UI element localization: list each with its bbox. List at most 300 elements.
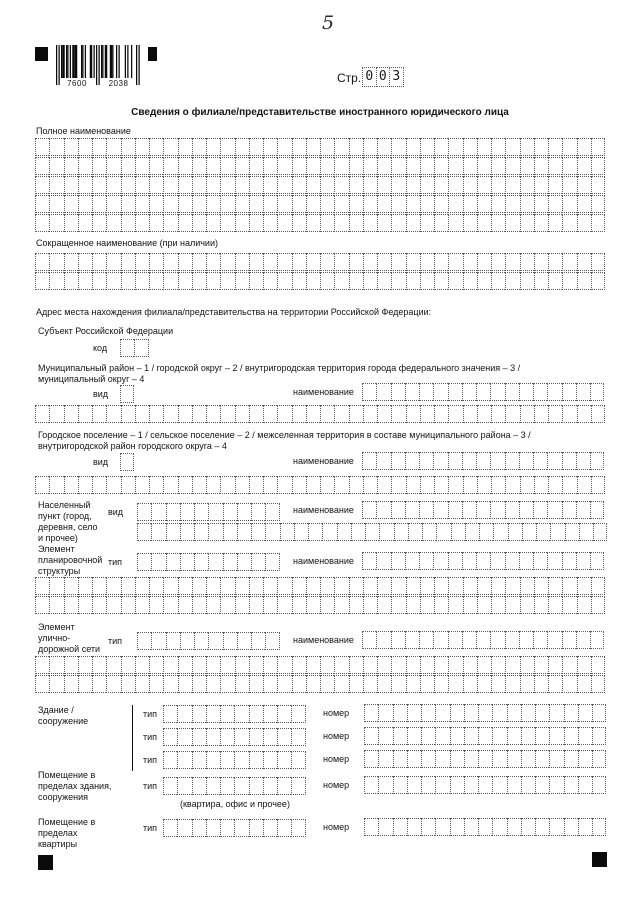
barcode-bar: [56, 45, 57, 85]
entry-cell: [562, 214, 576, 232]
entry-cell: [592, 727, 606, 745]
entry-cell: [407, 818, 421, 836]
barcode-bar: [90, 45, 91, 78]
settlement-name-continuation: [35, 476, 605, 494]
entry-cell: [106, 577, 120, 595]
entry-cell: [121, 138, 135, 156]
barcode-bar: [131, 45, 132, 78]
entry-cell: [49, 675, 63, 693]
entry-cell: [548, 157, 562, 175]
entry-cell: [564, 727, 578, 745]
cell-row: [35, 272, 605, 290]
premises-in-apartment-number-cells: [364, 818, 606, 836]
entry-cell: [237, 632, 251, 650]
entry-cell: [434, 405, 448, 423]
building-type-label: тип: [143, 755, 158, 765]
entry-cell: [277, 405, 291, 423]
entry-cell: [576, 383, 590, 401]
entry-cell: [547, 552, 561, 570]
entry-cell: [379, 523, 393, 541]
entry-cell: [120, 339, 134, 357]
page-digit-cell: 0: [362, 67, 377, 87]
entry-cell: [478, 750, 492, 768]
entry-cell: [192, 675, 206, 693]
entry-cell: [334, 675, 348, 693]
entry-cell: [548, 176, 562, 194]
entry-cell: [220, 405, 234, 423]
entry-cell: [520, 195, 534, 213]
entry-cell: [434, 214, 448, 232]
entry-cell: [306, 272, 320, 290]
cell-row: [364, 727, 606, 745]
handwritten-page-mark: 5: [322, 12, 335, 34]
entry-cell: [533, 552, 547, 570]
entry-cell: [121, 214, 135, 232]
entry-cell: [277, 253, 291, 271]
premises-in-building-type-cells: [163, 777, 306, 795]
entry-cell: [163, 751, 177, 769]
entry-cell: [263, 138, 277, 156]
entry-cell: [562, 675, 576, 693]
entry-cell: [505, 195, 519, 213]
entry-cell: [292, 596, 306, 614]
entry-cell: [391, 253, 405, 271]
entry-cell: [263, 596, 277, 614]
entry-cell: [534, 157, 548, 175]
entry-cell: [249, 577, 263, 595]
entry-cell: [235, 157, 249, 175]
entry-cell: [265, 523, 279, 541]
entry-cell: [220, 176, 234, 194]
entry-cell: [206, 751, 220, 769]
entry-cell: [306, 656, 320, 674]
entry-cell: [35, 157, 49, 175]
entry-cell: [363, 214, 377, 232]
entry-cell: [322, 523, 336, 541]
entry-cell: [220, 656, 234, 674]
cell-row: [35, 405, 605, 423]
locality-kind-label: вид: [108, 507, 124, 517]
entry-cell: [337, 523, 351, 541]
entry-cell: [178, 272, 192, 290]
entry-cell: [349, 577, 363, 595]
entry-cell: [406, 253, 420, 271]
entry-cell: [166, 553, 180, 571]
entry-cell: [519, 501, 533, 519]
municipal-name-label: наименование: [293, 387, 354, 397]
entry-cell: [547, 452, 561, 470]
entry-cell: [577, 577, 591, 595]
entry-cell: [577, 476, 591, 494]
entry-cell: [562, 195, 576, 213]
entry-cell: [177, 705, 191, 723]
entry-cell: [220, 577, 234, 595]
entry-cell: [349, 176, 363, 194]
locality-kind-cells: [137, 503, 280, 521]
entry-cell: [180, 632, 194, 650]
entry-cell: [35, 405, 49, 423]
entry-cell: [120, 385, 134, 403]
entry-cell: [234, 728, 248, 746]
cell-row: [364, 704, 606, 722]
entry-cell: [577, 214, 591, 232]
entry-cell: [476, 452, 490, 470]
entry-cell: [362, 501, 376, 519]
locality-name-cells: [362, 501, 604, 519]
entry-cell: [377, 214, 391, 232]
cell-row: [163, 819, 306, 837]
entry-cell: [420, 195, 434, 213]
entry-cell: [464, 750, 478, 768]
entry-cell: [548, 195, 562, 213]
entry-cell: [194, 523, 208, 541]
entry-cell: [534, 405, 548, 423]
entry-cell: [149, 675, 163, 693]
entry-cell: [492, 704, 506, 722]
entry-cell: [463, 476, 477, 494]
entry-cell: [520, 272, 534, 290]
barcode-bar: [82, 45, 83, 78]
entry-cell: [35, 675, 49, 693]
cell-row: [35, 596, 605, 614]
entry-cell: [121, 476, 135, 494]
entry-cell: [391, 157, 405, 175]
entry-cell: [106, 138, 120, 156]
street-network-name-continuation: [35, 656, 605, 693]
entry-cell: [35, 596, 49, 614]
entry-cell: [490, 631, 504, 649]
entry-cell: [149, 577, 163, 595]
entry-cell: [448, 272, 462, 290]
entry-cell: [49, 272, 63, 290]
entry-cell: [477, 157, 491, 175]
entry-cell: [292, 656, 306, 674]
entry-cell: [134, 339, 148, 357]
entry-cell: [177, 728, 191, 746]
entry-cell: [192, 777, 206, 795]
entry-cell: [166, 503, 180, 521]
cell-row: [163, 777, 306, 795]
entry-cell: [149, 195, 163, 213]
entry-cell: [49, 176, 63, 194]
entry-cell: [505, 577, 519, 595]
entry-cell: [549, 776, 563, 794]
entry-cell: [280, 523, 294, 541]
barcode-bar: [136, 45, 137, 85]
locality-name-label: наименование: [293, 505, 354, 515]
barcode-bar: [116, 45, 117, 78]
barcode-bar: [67, 45, 68, 78]
entry-cell: [391, 552, 405, 570]
entry-cell: [177, 751, 191, 769]
entry-cell: [64, 214, 78, 232]
entry-cell: [591, 675, 605, 693]
entry-cell: [223, 553, 237, 571]
entry-cell: [220, 705, 234, 723]
entry-cell: [237, 503, 251, 521]
entry-cell: [334, 405, 348, 423]
barcode-digits-left: 7600: [67, 79, 87, 88]
entry-cell: [206, 195, 220, 213]
entry-cell: [549, 727, 563, 745]
entry-cell: [349, 656, 363, 674]
entry-cell: [292, 272, 306, 290]
barcode-bar: [102, 45, 103, 78]
entry-cell: [106, 176, 120, 194]
entry-cell: [363, 176, 377, 194]
entry-cell: [320, 476, 334, 494]
entry-cell: [521, 776, 535, 794]
entry-cell: [505, 596, 519, 614]
entry-cell: [206, 272, 220, 290]
entry-cell: [391, 596, 405, 614]
entry-cell: [178, 675, 192, 693]
entry-cell: [263, 214, 277, 232]
entry-cell: [192, 195, 206, 213]
entry-cell: [478, 776, 492, 794]
barcode-bar: [127, 45, 128, 78]
entry-cell: [419, 501, 433, 519]
entry-cell: [192, 157, 206, 175]
entry-cell: [463, 157, 477, 175]
entry-cell: [163, 819, 177, 837]
alignment-marker-barcode-right: [148, 47, 157, 61]
entry-cell: [151, 523, 165, 541]
entry-cell: [64, 272, 78, 290]
municipal-name-cells: [362, 383, 604, 401]
entry-cell: [265, 632, 279, 650]
entry-cell: [106, 476, 120, 494]
barcode-bar: [85, 45, 86, 78]
entry-cell: [590, 452, 604, 470]
entry-cell: [547, 631, 561, 649]
entry-cell: [78, 253, 92, 271]
building-type-cells: [163, 705, 306, 723]
barcode-bar: [74, 45, 75, 78]
entry-cell: [163, 253, 177, 271]
entry-cell: [407, 750, 421, 768]
entry-cell: [320, 195, 334, 213]
entry-cell: [477, 253, 491, 271]
entry-cell: [492, 750, 506, 768]
entry-cell: [291, 777, 305, 795]
entry-cell: [477, 405, 491, 423]
entry-cell: [548, 272, 562, 290]
entry-cell: [593, 523, 607, 541]
entry-cell: [407, 727, 421, 745]
subject-code-cells: [120, 339, 149, 357]
entry-cell: [220, 596, 234, 614]
entry-cell: [163, 157, 177, 175]
barcode-bar: [106, 45, 107, 78]
entry-cell: [206, 777, 220, 795]
barcode-bar: [70, 45, 71, 78]
entry-cell: [562, 656, 576, 674]
cell-row: [137, 553, 280, 571]
entry-cell: [92, 138, 106, 156]
entry-cell: [491, 577, 505, 595]
entry-cell: [420, 214, 434, 232]
entry-cell: [121, 577, 135, 595]
entry-cell: [208, 632, 222, 650]
entry-cell: [419, 452, 433, 470]
cell-row: [35, 138, 605, 156]
entry-cell: [362, 452, 376, 470]
entry-cell: [220, 751, 234, 769]
entry-cell: [121, 656, 135, 674]
entry-cell: [78, 596, 92, 614]
entry-cell: [135, 138, 149, 156]
entry-cell: [562, 596, 576, 614]
entry-cell: [492, 776, 506, 794]
entry-cell: [149, 157, 163, 175]
page-digit-cell: 3: [389, 67, 404, 87]
entry-cell: [234, 705, 248, 723]
premises-in-building-note: (квартира, офис и прочее): [180, 799, 290, 809]
building-label: Здание / сооружение: [38, 705, 89, 726]
entry-cell: [92, 656, 106, 674]
entry-cell: [263, 405, 277, 423]
entry-cell: [393, 704, 407, 722]
entry-cell: [235, 272, 249, 290]
planning-structure-type-label: тип: [108, 557, 123, 567]
entry-cell: [291, 728, 305, 746]
section-title: Сведения о филиале/представительстве иностранного юридического лица: [131, 107, 509, 118]
entry-cell: [564, 704, 578, 722]
entry-cell: [206, 405, 220, 423]
entry-cell: [251, 503, 265, 521]
building-number-label: номер: [323, 754, 350, 764]
entry-cell: [194, 553, 208, 571]
entry-cell: [505, 214, 519, 232]
entry-cell: [434, 476, 448, 494]
entry-cell: [548, 214, 562, 232]
entry-cell: [263, 476, 277, 494]
entry-cell: [463, 596, 477, 614]
entry-cell: [237, 553, 251, 571]
entry-cell: [220, 728, 234, 746]
entry-cell: [306, 405, 320, 423]
entry-cell: [249, 705, 263, 723]
entry-cell: [320, 596, 334, 614]
entry-cell: [520, 157, 534, 175]
barcode-bar: [110, 45, 111, 78]
building-type-label: тип: [143, 732, 158, 742]
cell-row: [120, 339, 149, 357]
street-network-type-label: тип: [108, 636, 123, 646]
entry-cell: [435, 727, 449, 745]
entry-cell: [334, 195, 348, 213]
cell-row: [35, 675, 605, 693]
entry-cell: [490, 552, 504, 570]
entry-cell: [462, 501, 476, 519]
entry-cell: [363, 596, 377, 614]
entry-cell: [422, 523, 436, 541]
entry-cell: [406, 675, 420, 693]
entry-cell: [151, 553, 165, 571]
entry-cell: [448, 656, 462, 674]
entry-cell: [393, 750, 407, 768]
entry-cell: [149, 272, 163, 290]
entry-cell: [465, 523, 479, 541]
entry-cell: [206, 728, 220, 746]
entry-cell: [519, 631, 533, 649]
entry-cell: [405, 631, 419, 649]
entry-cell: [234, 819, 248, 837]
entry-cell: [249, 819, 263, 837]
entry-cell: [478, 818, 492, 836]
entry-cell: [534, 138, 548, 156]
entry-cell: [292, 476, 306, 494]
entry-cell: [505, 272, 519, 290]
entry-cell: [163, 596, 177, 614]
entry-cell: [235, 253, 249, 271]
entry-cell: [491, 272, 505, 290]
entry-cell: [163, 195, 177, 213]
barcode-bar: [75, 45, 76, 78]
entry-cell: [420, 577, 434, 595]
entry-cell: [135, 405, 149, 423]
entry-cell: [434, 577, 448, 595]
entry-cell: [220, 195, 234, 213]
cell-row: [362, 383, 604, 401]
building-number-label: номер: [323, 708, 350, 718]
entry-cell: [320, 675, 334, 693]
entry-cell: [251, 632, 265, 650]
entry-cell: [550, 523, 564, 541]
entry-cell: [434, 272, 448, 290]
entry-cell: [590, 631, 604, 649]
entry-cell: [491, 253, 505, 271]
entry-cell: [391, 214, 405, 232]
entry-cell: [306, 138, 320, 156]
entry-cell: [363, 195, 377, 213]
entry-cell: [206, 476, 220, 494]
entry-cell: [420, 405, 434, 423]
entry-cell: [320, 157, 334, 175]
entry-cell: [492, 727, 506, 745]
entry-cell: [49, 195, 63, 213]
entry-cell: [548, 405, 562, 423]
barcode-bar: [96, 45, 97, 85]
entry-cell: [64, 656, 78, 674]
entry-cell: [363, 405, 377, 423]
entry-cell: [78, 138, 92, 156]
entry-cell: [433, 452, 447, 470]
barcode-bar: [62, 45, 63, 78]
entry-cell: [391, 405, 405, 423]
entry-cell: [49, 253, 63, 271]
entry-cell: [351, 523, 365, 541]
entry-cell: [562, 176, 576, 194]
locality-label: Населенный пункт (город, деревня, село и прочее): [38, 500, 98, 543]
entry-cell: [320, 405, 334, 423]
address-heading: Адрес места нахождения филиала/представительства на территории Российской Федерации:: [36, 307, 432, 317]
entry-cell: [92, 176, 106, 194]
entry-cell: [407, 704, 421, 722]
entry-cell: [64, 596, 78, 614]
entry-cell: [178, 176, 192, 194]
entry-cell: [434, 195, 448, 213]
entry-cell: [534, 253, 548, 271]
entry-cell: [391, 383, 405, 401]
entry-cell: [220, 253, 234, 271]
entry-cell: [78, 157, 92, 175]
entry-cell: [391, 138, 405, 156]
entry-cell: [306, 476, 320, 494]
entry-cell: [463, 577, 477, 595]
entry-cell: [365, 523, 379, 541]
